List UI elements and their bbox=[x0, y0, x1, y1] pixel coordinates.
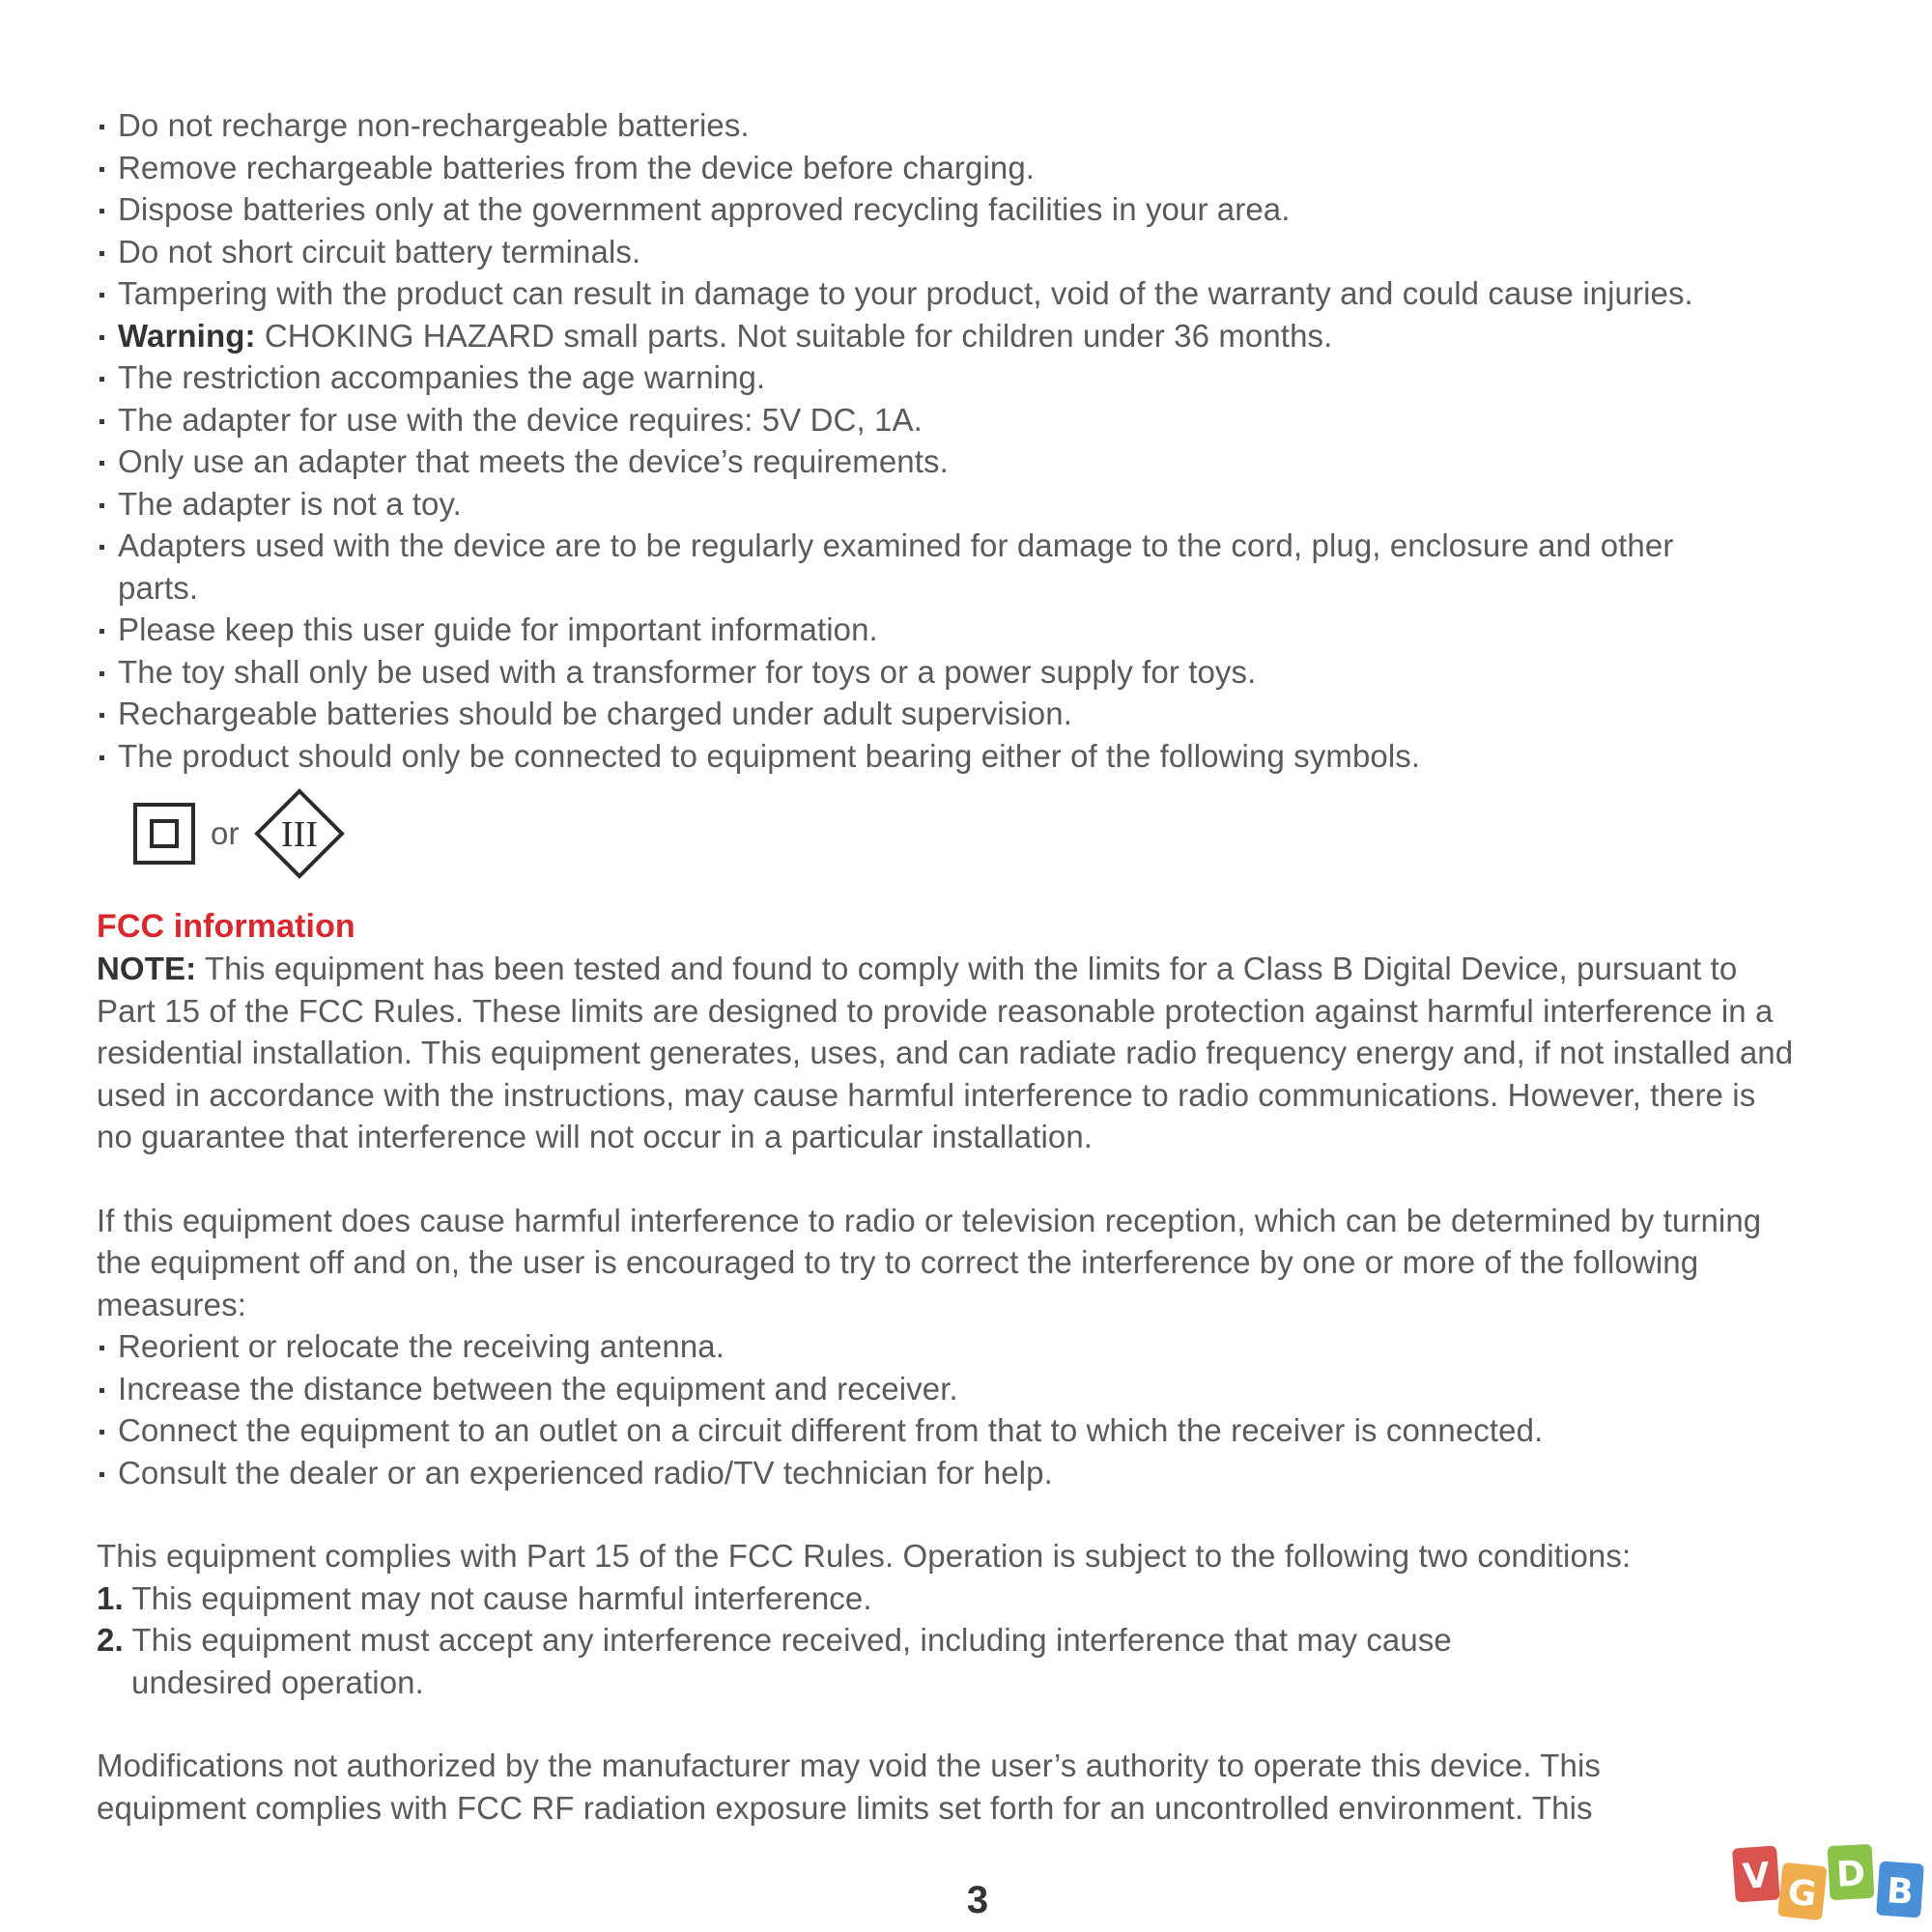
class-ii-inner-square bbox=[150, 819, 179, 848]
safety-list bbox=[97, 104, 1797, 777]
page-number: 3 bbox=[966, 1879, 989, 1921]
condition-continuation: undesired operation. bbox=[131, 1663, 424, 1700]
measures-intro: If this equipment does cause harmful interference to radio or television reception, which can be determined by turning the equipment off and on, the user is encouraged to try to correct the interference by one or more of the following measures: bbox=[97, 1202, 1762, 1322]
list-item: Please keep this user guide for important information. bbox=[97, 609, 1797, 651]
measures-list bbox=[97, 1325, 1797, 1493]
list-item: Reorient or relocate the receiving antenna. bbox=[97, 1325, 1797, 1368]
note-text: This equipment has been tested and found to comply with the limits for a Class B Digital Device, pursuant to Part 15 of the FCC Rules. These limits are designed to provide reasonable protection against harmful interference in a residential installation. This equipment generates, uses, and can radiate radio frequency energy and, if not installed and used in accordance with the instructions, may cause harmful interference to radio communications. However, there is no guarantee that interference will not occur in a particular installation. bbox=[97, 951, 1794, 1154]
list-item: Tampering with the product can result in damage to your product, void of the warranty and could cause injuries. bbox=[97, 272, 1797, 315]
document-page bbox=[97, 104, 1797, 1829]
condition-text: This equipment must accept any interference received, including interference that may cause bbox=[123, 1622, 1452, 1658]
condition-number: 2. bbox=[97, 1622, 124, 1658]
list-item: The toy shall only be used with a transformer for toys or a power supply for toys. bbox=[97, 651, 1797, 694]
list-item: Rechargeable batteries should be charged under adult supervision. bbox=[97, 693, 1797, 735]
list-item: The adapter is not a toy. bbox=[97, 483, 1797, 526]
class-ii-double-square-icon bbox=[133, 803, 195, 865]
list-item: Only use an adapter that meets the device’s requirements. bbox=[97, 440, 1797, 483]
list-item: Remove rechargeable batteries from the device before charging. bbox=[97, 147, 1797, 189]
list-item bbox=[97, 1619, 1797, 1703]
list-item: Consult the dealer or an experienced radio/TV technician for help. bbox=[97, 1452, 1797, 1494]
list-item: Adapters used with the device are to be regularly examined for damage to the cord, plug, enclosure and other parts. bbox=[97, 525, 1797, 609]
list-item: Dispose batteries only at the government approved recycling facilities in your area. bbox=[97, 188, 1797, 231]
list-item: The adapter for use with the device requires: 5V DC, 1A. bbox=[97, 399, 1797, 441]
list-item: The product should only be connected to equipment bearing either of the following symbols. bbox=[97, 735, 1797, 778]
modifications-paragraph: Modifications not authorized by the manufacturer may void the user’s authority to operate this device. This equipment complies with FCC RF radiation exposure limits set forth for an uncontrolled environment. This bbox=[97, 1747, 1602, 1826]
logo-letter: G bbox=[1785, 1872, 1819, 1916]
note-label: NOTE: bbox=[97, 951, 197, 986]
logo-letter: B bbox=[1885, 1871, 1915, 1913]
equipment-symbols bbox=[133, 790, 1797, 877]
list-item: The restriction accompanies the age warning. bbox=[97, 356, 1797, 399]
warning-text: CHOKING HAZARD small parts. Not suitable for children under 36 months. bbox=[255, 317, 1333, 354]
class-iii-label: III bbox=[280, 814, 318, 855]
warning-label: Warning: bbox=[118, 317, 256, 354]
condition-text: This equipment may not cause harmful interference. bbox=[123, 1579, 872, 1616]
fcc-note-paragraph bbox=[97, 948, 1797, 1158]
or-label: or bbox=[211, 815, 240, 852]
logo-letter: V bbox=[1741, 1856, 1772, 1897]
class-iii-diamond-icon bbox=[253, 787, 346, 880]
list-item: Do not short circuit battery terminals. bbox=[97, 231, 1797, 273]
logo-letter: D bbox=[1835, 1854, 1867, 1895]
list-item: Connect the equipment to an outlet on a circuit different from that to which the receiver is connected. bbox=[97, 1409, 1797, 1452]
fcc-heading: FCC information bbox=[97, 908, 355, 945]
list-item: Increase the distance between the equipment and receiver. bbox=[97, 1368, 1797, 1410]
conditions-intro: This equipment complies with Part 15 of the FCC Rules. Operation is subject to the following two conditions: bbox=[97, 1538, 1632, 1574]
list-item bbox=[97, 1577, 1797, 1620]
list-item: Do not recharge non-rechargeable batteries. bbox=[97, 104, 1797, 147]
conditions-list bbox=[97, 1577, 1797, 1704]
warning-item bbox=[97, 315, 1797, 357]
condition-number: 1. bbox=[97, 1579, 124, 1616]
vgdb-logo bbox=[1730, 1830, 1928, 1926]
